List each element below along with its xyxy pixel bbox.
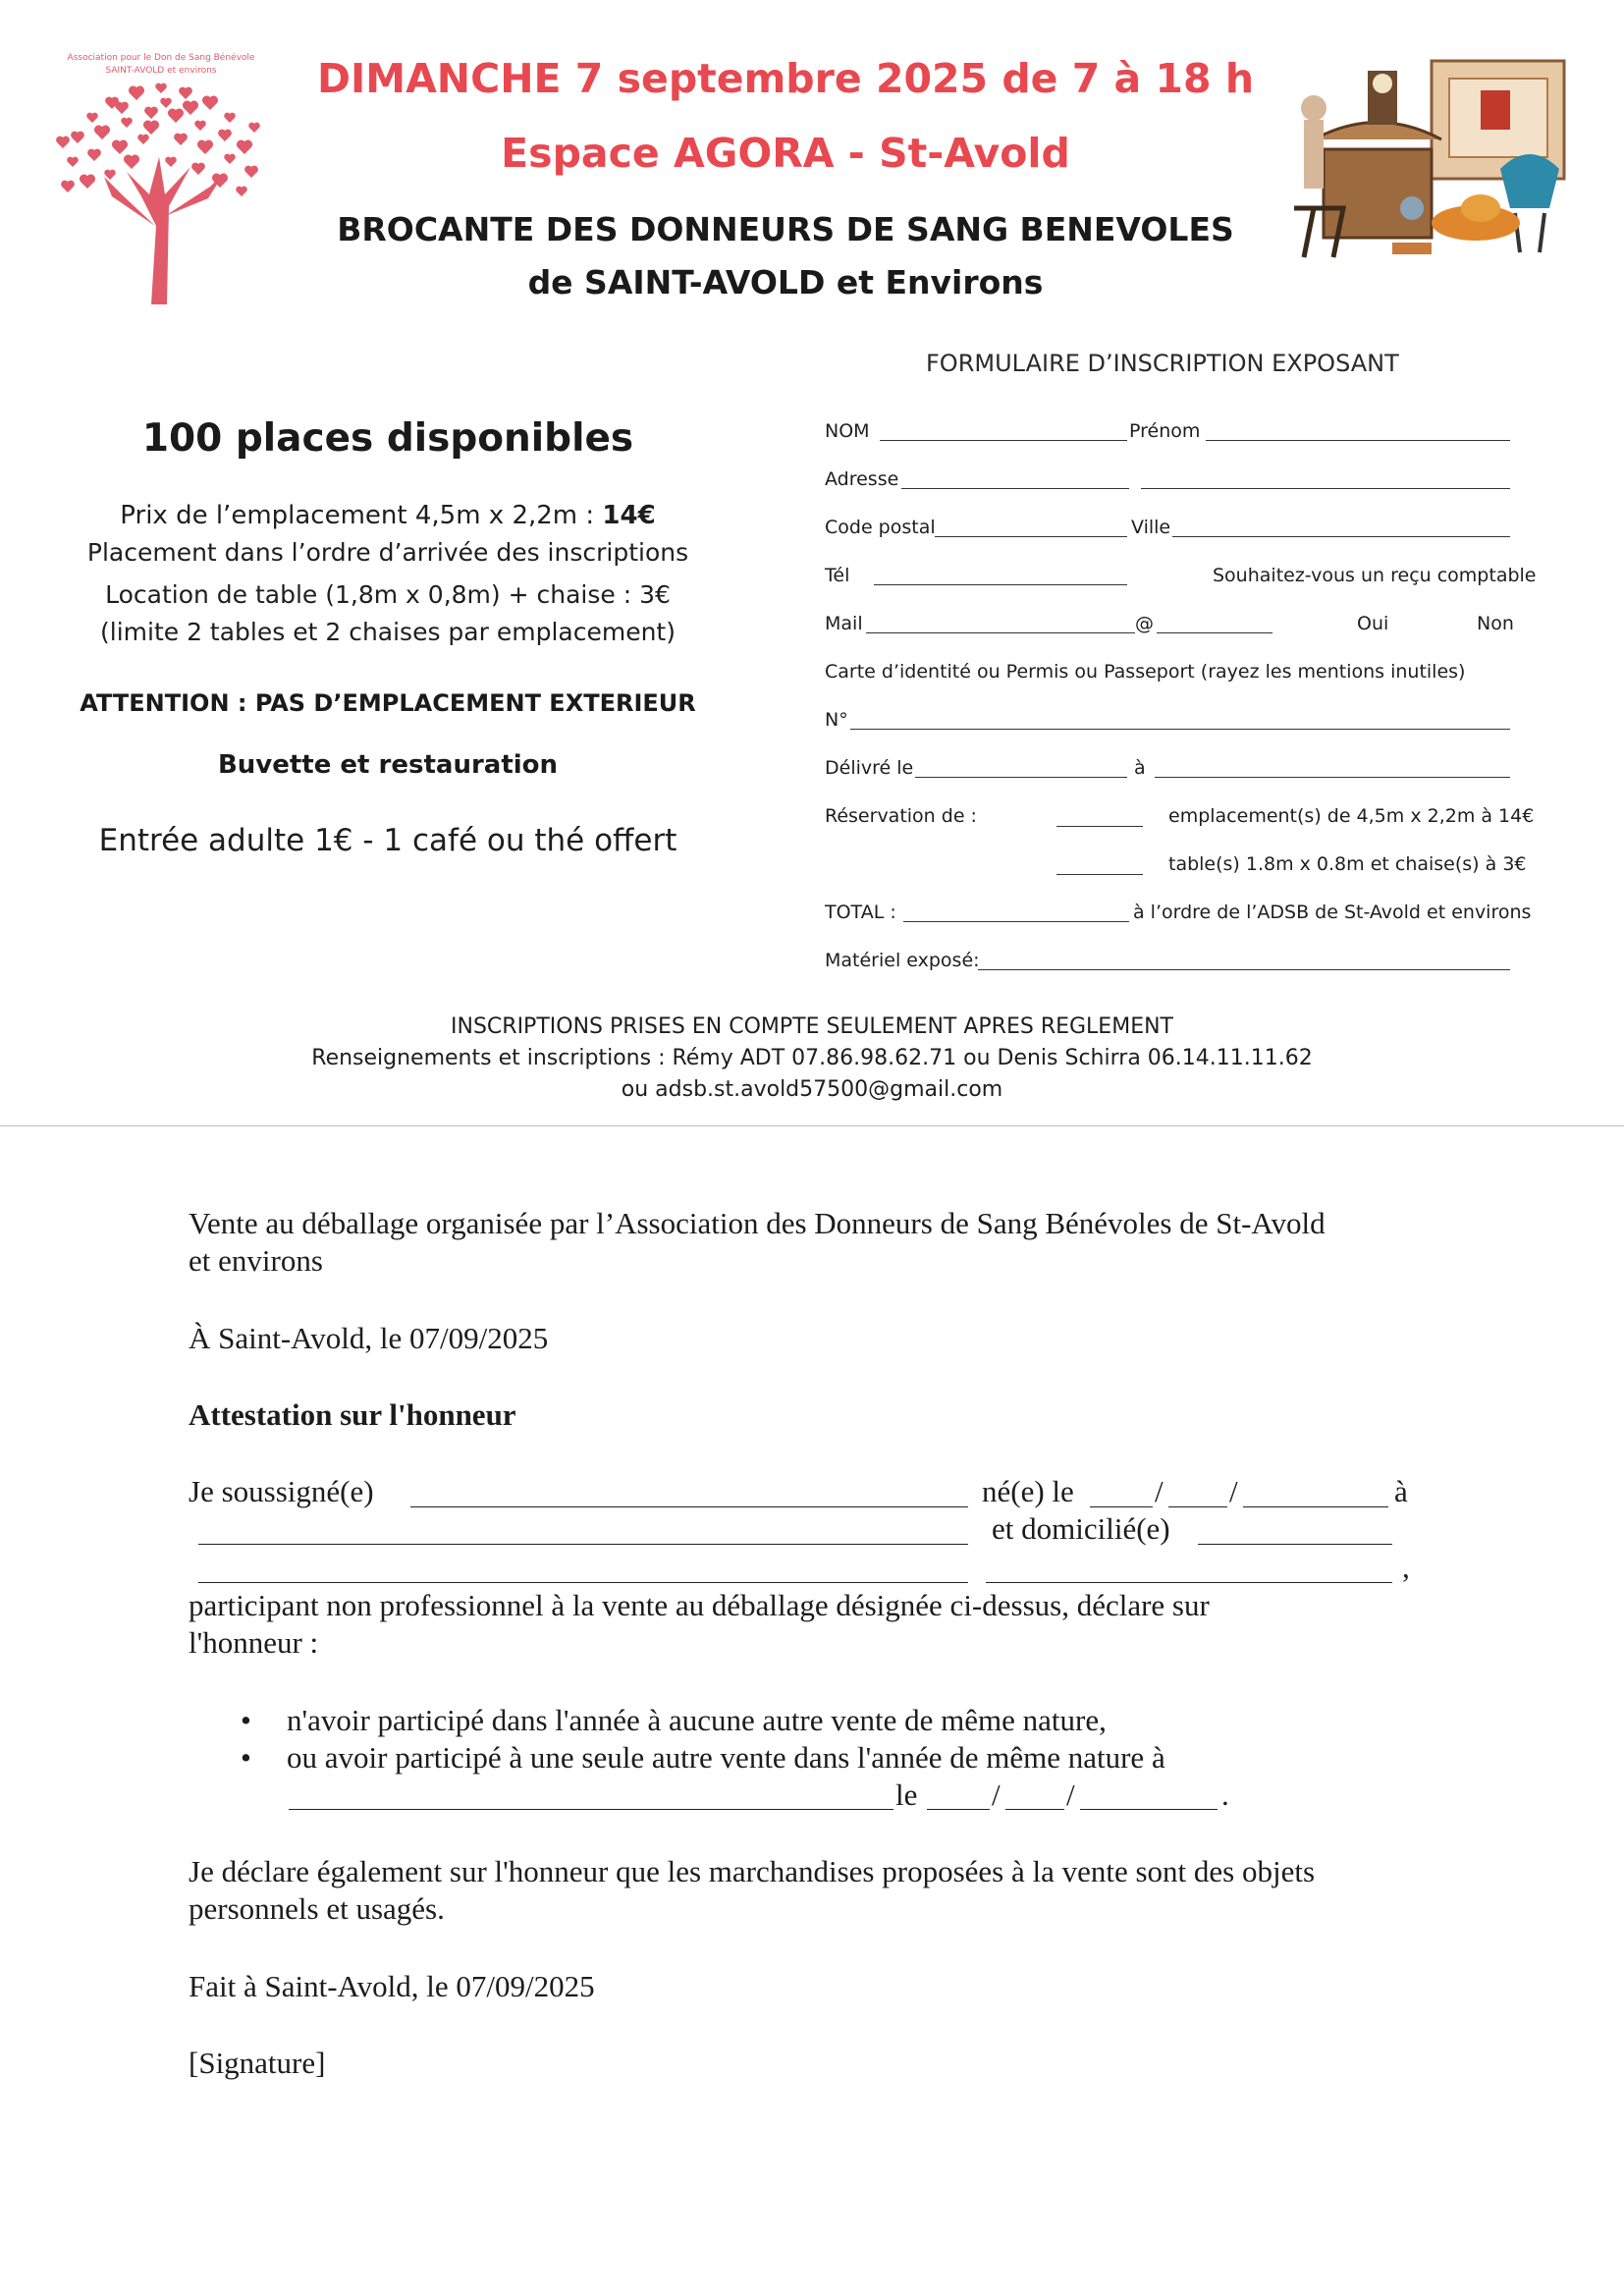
heart-leaf-icon	[179, 87, 192, 99]
total-label: TOTAL :	[825, 902, 896, 923]
heart-leaf-icon	[224, 154, 236, 164]
materiel-field[interactable]	[978, 969, 1510, 970]
bullet-dot-1: •	[241, 1703, 251, 1737]
other-sale-day-field[interactable]	[927, 1809, 990, 1810]
attestation-intro-1: Vente au déballage organisée par l’Association des Donneurs de Sang Bénévoles de St-Avold	[189, 1206, 1326, 1240]
adresse-field-2[interactable]	[1141, 488, 1510, 489]
domicile-field-1[interactable]	[1198, 1544, 1392, 1545]
logo-caption-2: SAINT-AVOLD et environs	[105, 66, 217, 76]
attention-notice: ATTENTION : PAS D’EMPLACEMENT EXTERIEUR	[80, 689, 696, 717]
prenom-field[interactable]	[1206, 440, 1510, 441]
declaration-goods-1: Je déclare également sur l'honneur que les marchandises proposées à la vente sont des objets	[189, 1854, 1316, 1888]
heart-leaf-icon	[61, 181, 75, 192]
heart-leaf-icon	[165, 157, 177, 167]
price-value: 14€	[602, 501, 656, 530]
heart-leaf-icon	[183, 101, 198, 115]
birth-day-field[interactable]	[1090, 1506, 1153, 1507]
delivre-label: Délivré le	[825, 757, 914, 779]
soussigne-label: Je soussigné(e)	[189, 1474, 374, 1508]
birth-slash-1: /	[1155, 1474, 1164, 1508]
delivre-date-field[interactable]	[915, 777, 1127, 778]
domicile-comma: ,	[1402, 1550, 1410, 1584]
heart-leaf-icon	[143, 121, 159, 135]
adresse-label: Adresse	[825, 468, 899, 490]
heart-leaf-icon	[197, 140, 213, 154]
heart-leaf-icon	[94, 126, 110, 139]
places-available: 100 places disponibles	[141, 416, 634, 461]
tel-label: Tél	[825, 565, 850, 586]
domicile-field-3[interactable]	[986, 1582, 1392, 1583]
other-sale-year-field[interactable]	[1080, 1809, 1218, 1810]
brocante-illustration	[1284, 51, 1579, 267]
heart-leaf-icon	[56, 137, 70, 148]
bullet-dot-2: •	[241, 1740, 251, 1775]
tel-field[interactable]	[874, 584, 1127, 585]
bullet-item-1: n'avoir participé dans l'année à aucune autre vente de même nature,	[287, 1703, 1107, 1737]
inscription-notice: INSCRIPTIONS PRISES EN COMPTE SEULEMENT APRES REGLEMENT	[451, 1014, 1173, 1039]
code-postal-field[interactable]	[935, 536, 1127, 537]
event-place: Espace AGORA - St-Avold	[501, 130, 1070, 177]
signature-placeholder[interactable]: [Signature]	[189, 2046, 326, 2080]
heart-leaf-icon	[112, 140, 128, 154]
nom-field[interactable]	[880, 440, 1127, 441]
numero-label: N°	[825, 709, 848, 731]
heart-leaf-icon	[237, 140, 252, 154]
heart-leaf-icon	[236, 187, 247, 196]
logo-caption-1: Association pour le Don de Sang Bénévole	[67, 53, 255, 63]
heart-leaf-icon	[80, 175, 95, 189]
delivre-a-label: à	[1134, 757, 1146, 779]
event-date: DIMANCHE 7 septembre 2025 de 7 à 18 h	[316, 55, 1255, 102]
total-field[interactable]	[903, 921, 1129, 922]
placement-order: Placement dans l’ordre d’arrivée des inscriptions	[86, 538, 689, 567]
recu-question: Souhaitez-vous un reçu comptable	[1213, 565, 1537, 586]
heart-leaf-icon	[124, 155, 139, 169]
birth-place-a-label: à	[1394, 1474, 1408, 1508]
declaration-goods-2: personnels et usagés.	[189, 1891, 445, 1926]
contact-info: Renseignements et inscriptions : Rémy ADT 07.86.98.62.71 ou Denis Schirra 06.14.11.11.62	[311, 1046, 1313, 1070]
furniture-illustration-icon	[1284, 51, 1579, 267]
heart-leaf-icon	[202, 96, 218, 110]
heart-leaf-icon	[155, 83, 167, 93]
contact-email: ou adsb.st.avold57500@gmail.com	[621, 1077, 1003, 1102]
heart-leaf-icon	[104, 170, 116, 180]
heart-leaf-icon	[168, 109, 184, 123]
heart-leaf-icon	[144, 107, 158, 119]
other-sale-period: .	[1221, 1777, 1229, 1812]
heart-leaf-icon	[129, 86, 144, 100]
birth-slash-2: /	[1229, 1474, 1238, 1508]
recu-non-option[interactable]: Non	[1477, 613, 1514, 634]
birth-month-field[interactable]	[1168, 1506, 1227, 1507]
heart-leaf-icon	[86, 113, 98, 123]
bullet-item-2: ou avoir participé à une seule autre vente dans l'année de même nature à	[287, 1740, 1165, 1775]
heart-leaf-icon	[191, 163, 205, 175]
price-text: Prix de l’emplacement 4,5m x 2,2m :	[120, 501, 603, 530]
heart-leaf-icon	[244, 166, 258, 178]
mail-at: @	[1135, 613, 1154, 634]
entry-price: Entrée adulte 1€ - 1 café ou thé offert	[98, 823, 677, 858]
materiel-label: Matériel exposé:	[825, 950, 980, 971]
declaration-1: participant non professionnel à la vente au déballage désignée ci-dessus, déclare sur	[189, 1588, 1210, 1622]
attestation-place-date: À Saint-Avold, le 07/09/2025	[189, 1321, 549, 1355]
tables-count-field[interactable]	[1056, 874, 1143, 875]
adresse-field-1[interactable]	[901, 488, 1129, 489]
heart-leaf-icon	[137, 135, 149, 144]
fait-a-line: Fait à Saint-Avold, le 07/09/2025	[189, 1969, 595, 2003]
nom-label: NOM	[825, 420, 870, 442]
table-rental: Location de table (1,8m x 0,8m) + chaise : 3€	[105, 580, 671, 609]
reservation-label: Réservation de :	[825, 805, 977, 827]
price-line	[39, 501, 736, 530]
cut-line-divider	[0, 1125, 1624, 1126]
declaration-2: l'honneur :	[189, 1625, 319, 1660]
birth-place-field[interactable]	[198, 1544, 968, 1545]
soussigne-name-field[interactable]	[410, 1506, 968, 1507]
delivre-place-field[interactable]	[1155, 777, 1510, 778]
other-sale-slash-2: /	[1066, 1777, 1075, 1812]
mail-field-user[interactable]	[866, 632, 1135, 633]
heart-leaf-icon	[160, 98, 172, 108]
heart-leaf-icon	[67, 157, 79, 167]
emplacements-label: emplacement(s) de 4,5m x 2,2m à 14€	[1168, 805, 1535, 827]
attestation-title: Attestation sur l'honneur	[189, 1397, 516, 1432]
tables-label: table(s) 1.8m x 0.8m et chaise(s) à 3€	[1168, 853, 1527, 875]
recu-oui-option[interactable]: Oui	[1357, 613, 1389, 634]
other-sale-le-label: le	[895, 1777, 918, 1812]
table-limit: (limite 2 tables et 2 chaises par emplacement)	[100, 618, 676, 646]
domicile-field-2[interactable]	[198, 1582, 968, 1583]
heart-leaf-icon	[194, 121, 206, 131]
form-title: FORMULAIRE D’INSCRIPTION EXPOSANT	[926, 350, 1399, 377]
heart-leaf-icon	[218, 130, 232, 141]
heart-leaf-icon	[174, 134, 188, 145]
code-postal-label: Code postal	[825, 517, 936, 538]
heart-leaf-icon	[87, 149, 101, 161]
heart-leaf-icon	[71, 132, 84, 143]
total-ordre: à l’ordre de l’ADSB de St-Avold et environs	[1133, 902, 1532, 923]
attestation-intro-2: et environs	[189, 1243, 323, 1278]
other-sale-month-field[interactable]	[1005, 1809, 1064, 1810]
ville-field[interactable]	[1172, 536, 1510, 537]
ne-le-label: né(e) le	[982, 1474, 1074, 1508]
event-title-1: BROCANTE DES DONNEURS DE SANG BENEVOLES	[337, 210, 1234, 248]
heart-leaf-icon	[115, 102, 129, 114]
numero-field[interactable]	[850, 729, 1510, 730]
ville-label: Ville	[1131, 517, 1171, 538]
heart-leaf-icon	[121, 118, 133, 128]
heart-leaf-icon	[248, 123, 260, 133]
mail-field-domain[interactable]	[1157, 632, 1272, 633]
birth-year-field[interactable]	[1243, 1506, 1388, 1507]
emplacements-count-field[interactable]	[1056, 826, 1143, 827]
buvette-notice: Buvette et restauration	[217, 750, 559, 780]
domicilie-label: et domicilié(e)	[992, 1511, 1170, 1546]
other-sale-place-field[interactable]	[289, 1809, 893, 1810]
mail-label: Mail	[825, 613, 863, 634]
carte-identite-label: Carte d’identité ou Permis ou Passeport (rayez les mentions inutiles)	[825, 661, 1466, 683]
prenom-label: Prénom	[1129, 420, 1201, 442]
other-sale-slash-1: /	[992, 1777, 1001, 1812]
event-title-2: de SAINT-AVOLD et Environs	[527, 263, 1044, 301]
heart-leaf-icon	[224, 113, 236, 123]
